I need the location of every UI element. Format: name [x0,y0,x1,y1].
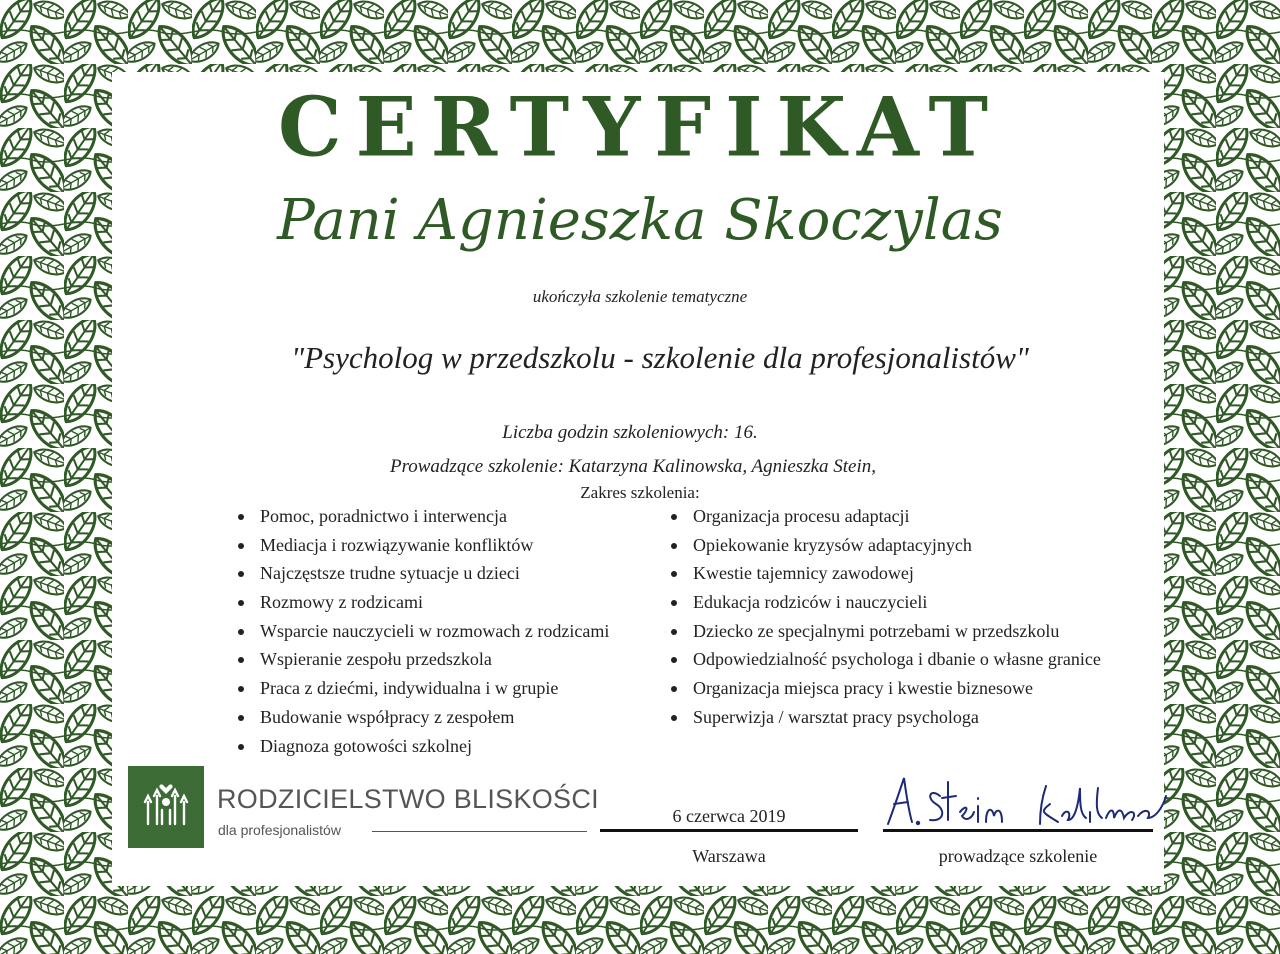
certificate-date: 6 czerwca 2019 [672,806,786,826]
signature-line [883,829,1153,832]
list-item: Wsparcie nauczycieli w rozmowach z rodzicami [236,617,609,646]
scope-label: Zakres szkolenia: [580,483,700,502]
list-item: Praca z dziećmi, indywidualna i w grupie [236,674,609,703]
list-item: Pomoc, poradnictwo i interwencja [236,502,609,531]
list-item: Opiekowanie kryzysów adaptacyjnych [669,531,1101,560]
certificate-city: Warszawa [692,846,766,866]
logo-subtitle: dla profesjonalistów [218,822,341,838]
list-item: Mediacja i rozwiązywanie konfliktów [236,531,609,560]
training-hours: Liczba godzin szkoleniowych: 16. [502,422,758,443]
certificate-title: CERTYFIKAT [277,79,1003,175]
list-item: Kwestie tajemnicy zawodowej [669,559,1101,588]
raised-hands-icon [128,766,204,848]
list-item: Organizacja miejsca pracy i kwestie biznesowe [669,674,1101,703]
recipient-name: Pani Agnieszka Skoczylas [277,188,1003,253]
logo-mark [128,766,204,848]
list-item: Dziecko ze specjalnymi potrzebami w przedszkolu [669,617,1101,646]
list-item: Edukacja rodziców i nauczycieli [669,588,1101,617]
topics-list-right [669,502,1101,732]
list-item: Superwizja / warsztat pracy psychologa [669,703,1101,732]
trainers-text: Prowadzące szkolenie: Katarzyna Kalinowska, Agnieszka Stein, [389,456,877,477]
course-name: "Psycholog w przedszkolu - szkolenie dla profesjonalistów" [291,340,1029,375]
logo-divider [372,831,587,832]
signature-label: prowadzące szkolenie [938,846,1098,866]
list-item: Odpowiedzialność psychologa i dbanie o własne granice [669,645,1101,674]
signature [882,768,1172,838]
logo-name: RODZICIELSTWO BLISKOŚCI [217,784,599,814]
list-item: Organizacja procesu adaptacji [669,502,1101,531]
completion-text: ukończyła szkolenie tematyczne [532,287,748,306]
list-item: Budowanie współpracy z zespołem [236,703,609,732]
list-item: Rozmowy z rodzicami [236,588,609,617]
list-item: Wspieranie zespołu przedszkola [236,645,609,674]
list-item: Najczęstsze trudne sytuacje u dzieci [236,559,609,588]
list-item: Diagnoza gotowości szkolnej [236,732,609,761]
date-line [600,829,858,832]
topics-list-left [236,502,609,760]
